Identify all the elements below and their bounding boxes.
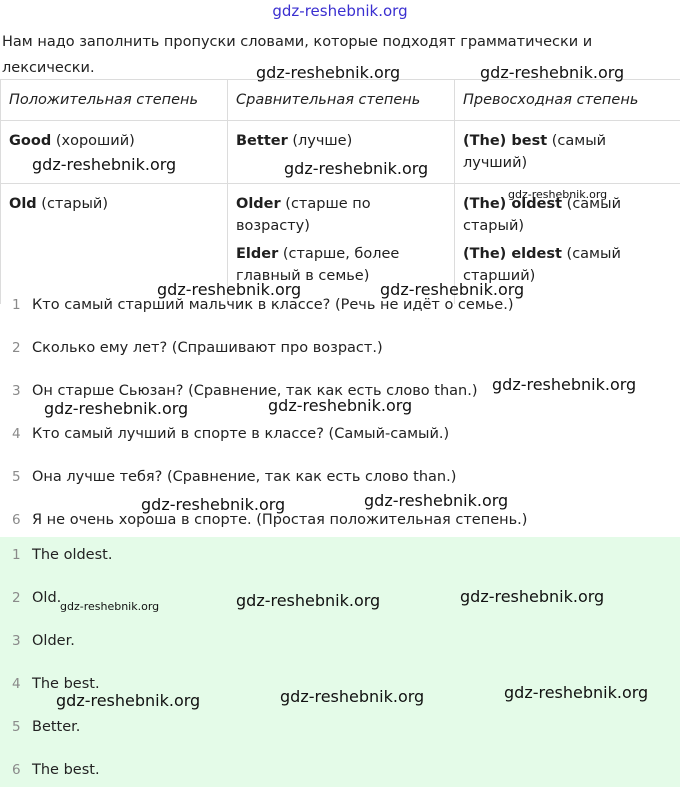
watermark: gdz-reshebnik.org xyxy=(480,63,625,82)
watermark: gdz-reshebnik.org xyxy=(56,691,201,710)
translation: (хороший) xyxy=(55,133,135,149)
watermark: gdz-reshebnik.org xyxy=(364,491,509,510)
item-number: 1 xyxy=(12,547,21,563)
item-text: Old. xyxy=(32,590,62,606)
header-superlative: Превосходная степень xyxy=(455,80,680,121)
watermark: gdz-reshebnik.org xyxy=(141,495,286,514)
translation: (старше, более главный в семье) xyxy=(236,246,400,284)
word: (The) eldest xyxy=(463,246,562,262)
watermark: gdz-reshebnik.org xyxy=(284,159,429,178)
item-text: The best. xyxy=(32,676,100,692)
item-number: 1 xyxy=(12,297,21,313)
word: Older xyxy=(236,196,281,212)
watermark: gdz-reshebnik.org xyxy=(44,399,189,418)
item-text: The oldest. xyxy=(32,547,113,563)
item-number: 5 xyxy=(12,719,21,735)
cell-positive xyxy=(1,121,228,184)
item-number: 3 xyxy=(12,633,21,649)
watermark: gdz-reshebnik.org xyxy=(508,188,608,201)
watermark: gdz-reshebnik.org xyxy=(280,687,425,706)
watermark: gdz-reshebnik.org xyxy=(32,155,177,174)
item-text: Он старше Сьюзан? (Сравнение, так как есть слово than.) xyxy=(32,383,478,399)
translation: (самый старший) xyxy=(463,246,621,284)
item-number: 4 xyxy=(12,676,21,692)
watermark: gdz-reshebnik.org xyxy=(268,396,413,415)
intro-text: Нам надо заполнить пропуски словами, которые подходят грамматически и лексически. xyxy=(2,34,593,76)
watermark: gdz-reshebnik.org xyxy=(60,600,160,613)
item-number: 6 xyxy=(12,512,21,528)
list-item xyxy=(0,544,680,566)
item-text: Кто самый старший мальчик в классе? (Речь не идёт о семье.) xyxy=(32,297,514,313)
cell-superlative xyxy=(455,121,680,184)
header-comparative: Сравнительная степень xyxy=(228,80,455,121)
item-text: Better. xyxy=(32,719,81,735)
word: (The) oldest xyxy=(463,196,563,212)
word: Better xyxy=(236,133,288,149)
header-positive: Положительная степень xyxy=(1,80,228,121)
watermark: gdz-reshebnik.org xyxy=(492,375,637,394)
item-text: Я не очень хороша в спорте. (Простая положительная степень.) xyxy=(32,512,528,528)
item-text: Сколько ему лет? (Спрашивают про возраст.) xyxy=(32,340,383,356)
translation: (самый лучший) xyxy=(463,133,607,171)
watermark: gdz-reshebnik.org xyxy=(460,587,605,606)
watermark: gdz-reshebnik.org xyxy=(380,280,525,299)
item-number: 5 xyxy=(12,469,21,485)
item-number: 2 xyxy=(12,340,21,356)
item-number: 2 xyxy=(12,590,21,606)
list-item xyxy=(0,509,680,531)
item-number: 3 xyxy=(12,383,21,399)
watermark: gdz-reshebnik.org xyxy=(157,280,302,299)
watermark: gdz-reshebnik.org xyxy=(256,63,401,82)
table-header-row xyxy=(1,80,680,121)
item-text: Кто самый лучший в спорте в классе? (Самый-самый.) xyxy=(32,426,450,442)
word: (The) best xyxy=(463,133,548,149)
list-item xyxy=(0,759,680,781)
item-text: The best. xyxy=(32,762,100,778)
table-row xyxy=(1,184,680,305)
list-item xyxy=(0,294,680,316)
header-watermark: gdz-reshebnik.org xyxy=(272,2,408,20)
word: Good xyxy=(9,133,52,149)
list-item xyxy=(0,630,680,652)
answers-panel xyxy=(0,537,680,787)
translation: (самый старый) xyxy=(463,196,621,234)
item-number: 4 xyxy=(12,426,21,442)
item-text: Она лучше тебя? (Сравнение, так как есть слово than.) xyxy=(32,469,457,485)
translation: (старше по возрасту) xyxy=(236,196,371,234)
list-item xyxy=(0,466,680,488)
translation: (лучше) xyxy=(292,133,353,149)
translation: (старый) xyxy=(41,196,108,212)
list-item xyxy=(0,716,680,738)
list-item xyxy=(0,337,680,359)
list-item xyxy=(0,423,680,445)
item-number: 6 xyxy=(12,762,21,778)
watermark: gdz-reshebnik.org xyxy=(236,591,381,610)
watermark: gdz-reshebnik.org xyxy=(504,683,649,702)
item-text: Older. xyxy=(32,633,75,649)
word: Old xyxy=(9,196,37,212)
word: Elder xyxy=(236,246,279,262)
